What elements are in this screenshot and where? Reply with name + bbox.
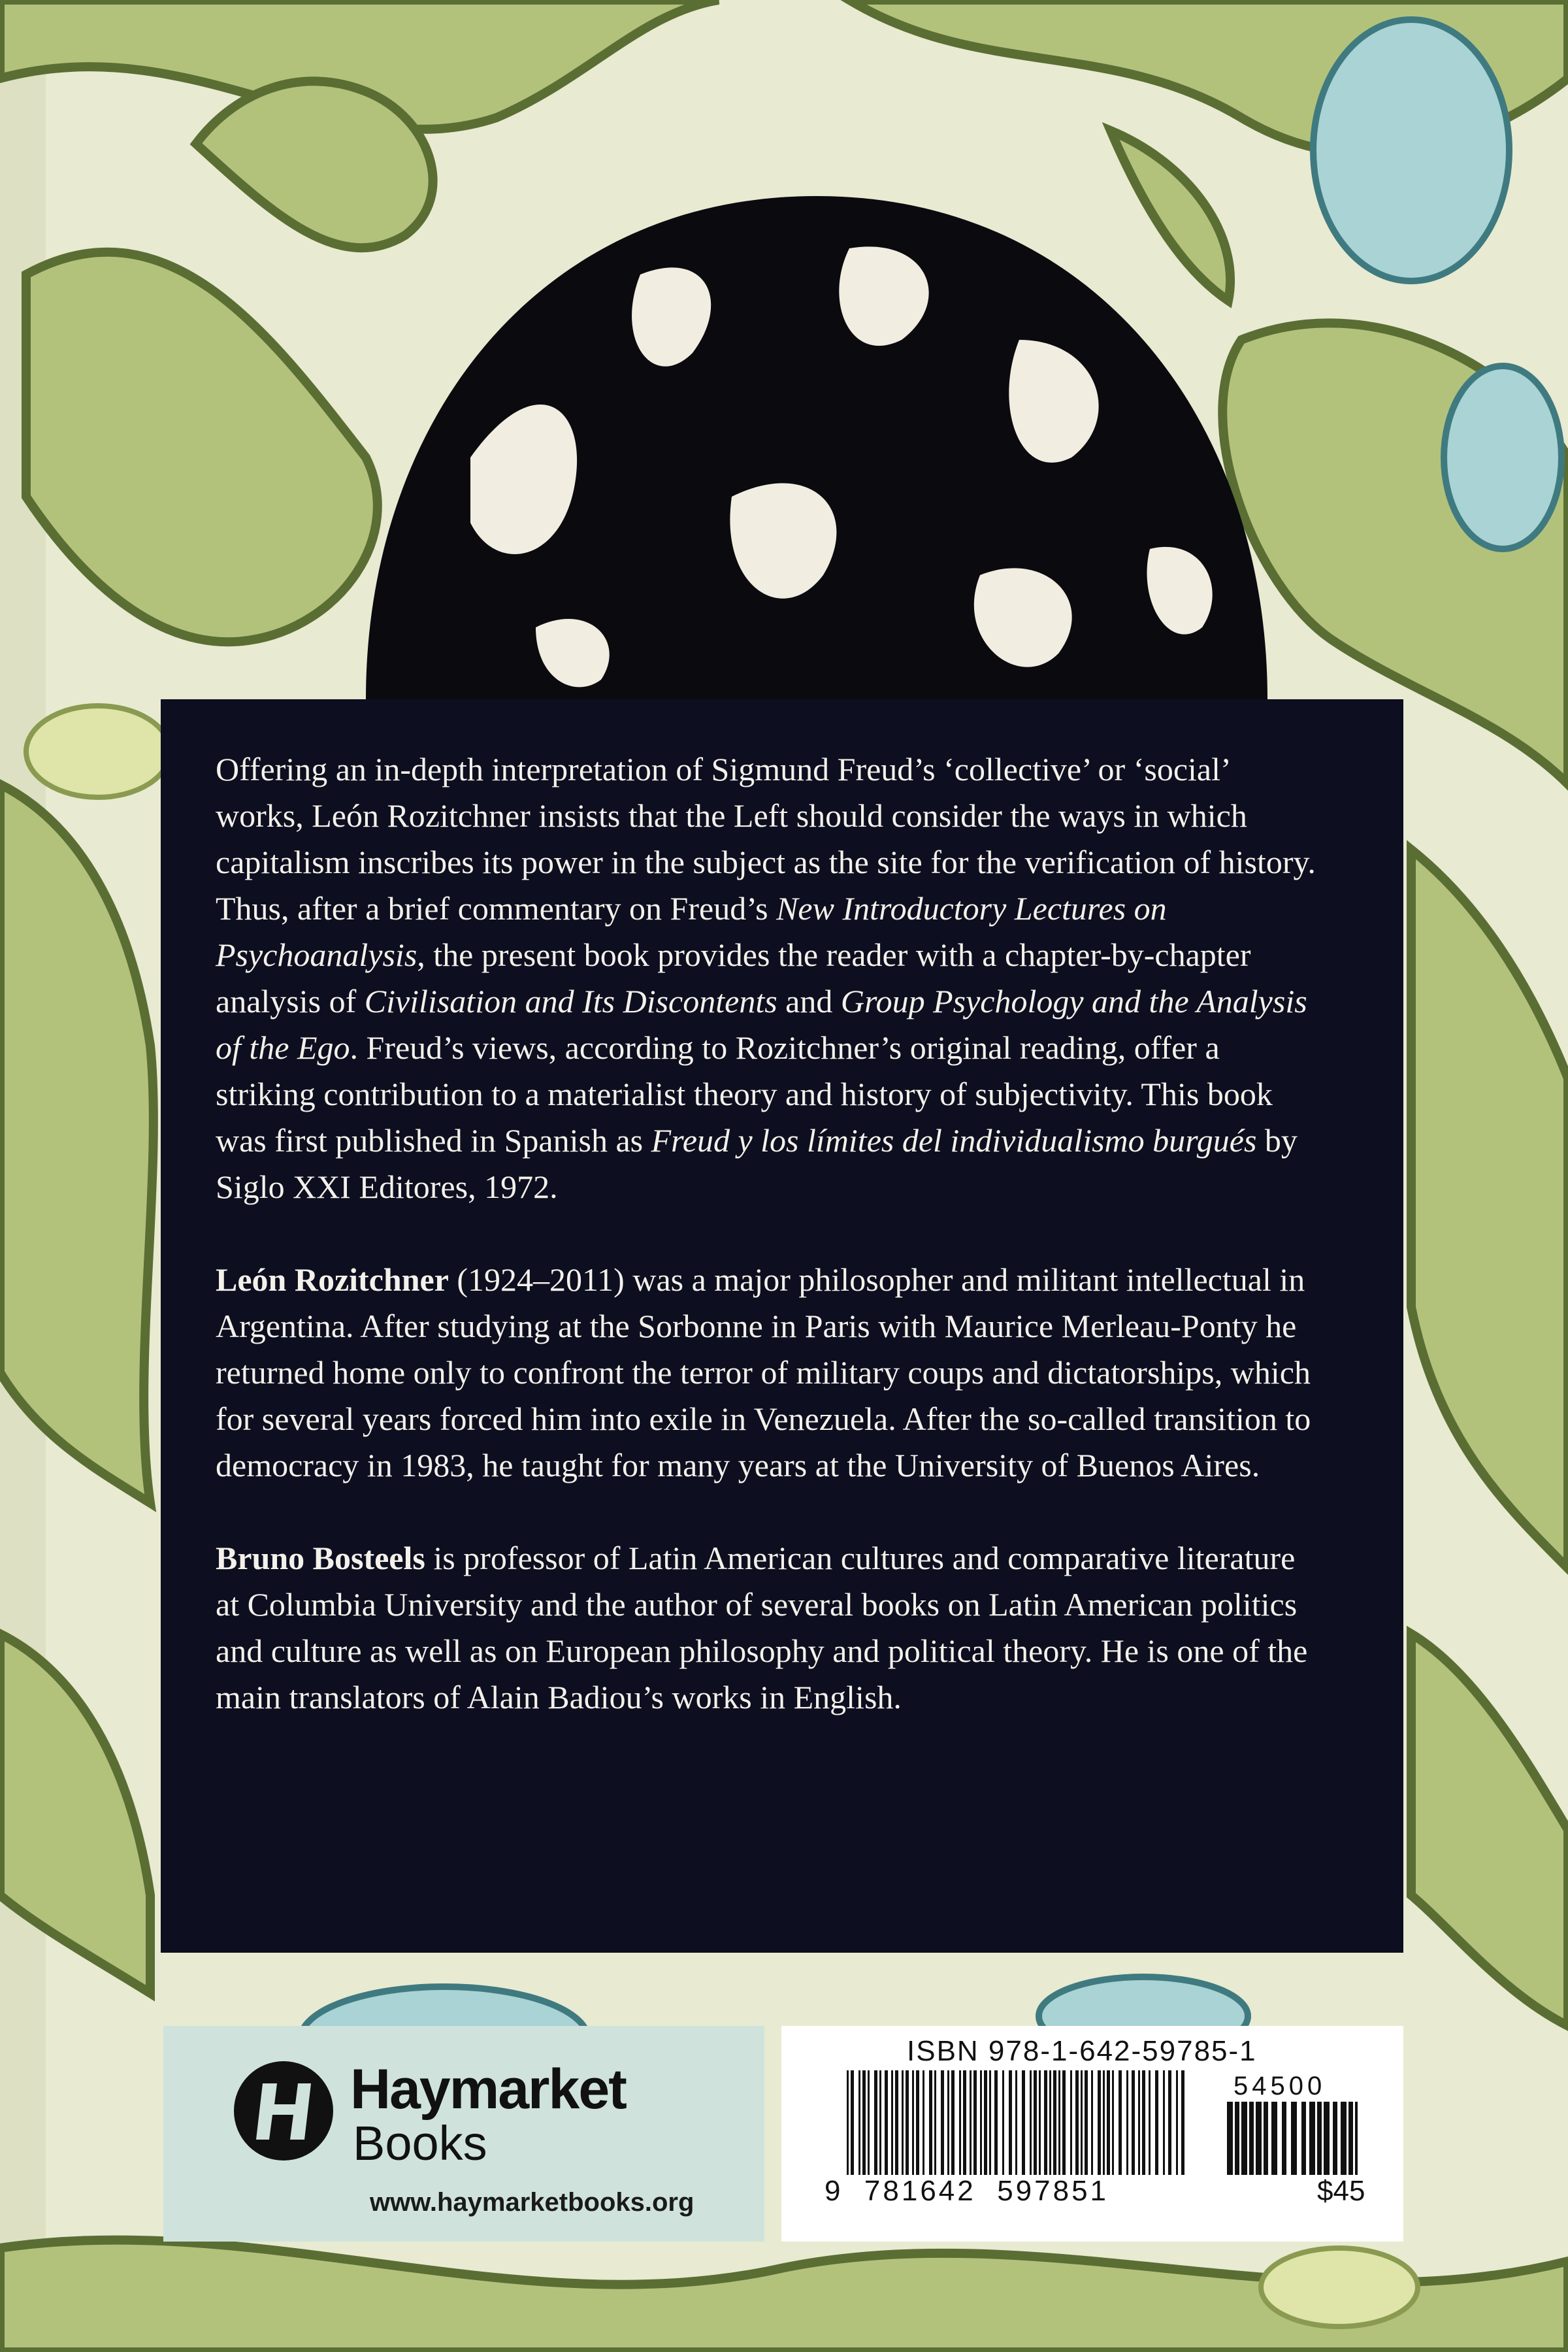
barcode-bar [1291, 2102, 1297, 2175]
description-panel [161, 699, 1403, 1953]
barcode-bar [1138, 2070, 1140, 2175]
price-label: $45 [1317, 2175, 1365, 2207]
italic-title: New Introductory Lectures on Psychoanalysis [216, 890, 1167, 973]
barcode-bar [1168, 2070, 1171, 2175]
barcode-bar [923, 2070, 924, 2175]
barcode-bar [862, 2070, 866, 2175]
barcode-bar [934, 2070, 936, 2175]
italic-title: Freud y los límites del individualismo burgués [651, 1122, 1257, 1159]
barcode-digits: 9 781642 597851 [825, 2175, 1109, 2207]
italic-title: Group Psychology and the Analysis of the Ego [216, 983, 1307, 1066]
barcode-bar [1241, 2102, 1247, 2175]
publisher-name: Haymarket [350, 2058, 626, 2121]
barcode-bar [1282, 2102, 1286, 2175]
barcode-bar [874, 2070, 877, 2175]
barcode-bar [1348, 2102, 1353, 2175]
barcode-bar [994, 2070, 998, 2175]
barcode-bar [1309, 2102, 1315, 2175]
barcode-bar [1142, 2070, 1145, 2175]
barcode-bar [1176, 2070, 1178, 2175]
text-run: Offering an in-depth interpretation of Sigmund Freud’s ‘collective’ or ‘social’ works, León Rozitchner insists that the Left should consider the ways in which capitalism inscribes its power in the subject as the site for the verification of history. Thus, after a brief commentary on Freud’s [216, 751, 1316, 927]
bold-name: Bruno Bosteels [216, 1540, 425, 1576]
barcode-bar [895, 2070, 898, 2175]
barcode-bar [1341, 2102, 1347, 2175]
barcode-bar [1126, 2070, 1128, 2175]
text-run: , the present book provides the reader with a chapter-by-chapter analysis of [216, 936, 1251, 1019]
barcode-bar [1098, 2070, 1101, 2175]
barcode-bar [1015, 2070, 1017, 2175]
author-bio [216, 1257, 1325, 1489]
barcode-bar [1002, 2070, 1004, 2175]
barcode-bar [902, 2070, 904, 2175]
text-run: (1924–2011) was a major philosopher and militant intellectual in Argentina. After studying at the Sorbonne in Paris with Maurice Merleau-Ponty he returned home only to confront the terror of military coups and dictatorships, which for several years forced him into exile in Venezuela. After the so-called transition to democracy in 1983, he taught for many years at the University of Buenos Aires. [216, 1261, 1311, 1483]
barcode-bar [1301, 2102, 1306, 2175]
ean-barcode [847, 2070, 1186, 2175]
barcode-bar [851, 2070, 854, 2175]
barcode-bar [941, 2070, 944, 2175]
barcode-bar [973, 2070, 977, 2175]
barcode-bar [1256, 2102, 1262, 2175]
barcode-bar [1091, 2070, 1093, 2175]
isbn-text: ISBN 978-1-642-59785-1 [907, 2035, 1257, 2067]
barcode-bar [1235, 2102, 1239, 2175]
price-addon-digits: 54500 [1233, 2072, 1326, 2100]
barcode-bar [1081, 2070, 1083, 2175]
barcode-bar [1333, 2102, 1337, 2175]
barcode-bar [1355, 2102, 1358, 2175]
addon-barcode [1227, 2102, 1358, 2175]
barcode-bar [912, 2070, 914, 2175]
barcode-bar [1085, 2070, 1088, 2175]
barcode-bar [1053, 2070, 1056, 2175]
barcode-bar [1271, 2102, 1277, 2175]
barcode-bar [916, 2070, 919, 2175]
barcode-bar [963, 2070, 966, 2175]
barcode-bar [1181, 2070, 1184, 2175]
barcode-bar [1039, 2070, 1041, 2175]
barcode-bar [1034, 2070, 1037, 2175]
barcode-bar [868, 2070, 870, 2175]
barcode-bar [1075, 2070, 1079, 2175]
barcode-bar [1058, 2070, 1060, 2175]
barcode-bar [1149, 2070, 1151, 2175]
barcode-bar [1249, 2102, 1254, 2175]
barcode-bar [1264, 2102, 1268, 2175]
barcode-bar [1112, 2070, 1114, 2175]
text-run: . Freud’s views, according to Rozitchner’s original reading, offer a striking contribution to a materialist theory and history of subjectivity. This book was first published in Spanish as [216, 1029, 1273, 1159]
barcode-bar [885, 2070, 888, 2175]
barcode-bar [891, 2070, 893, 2175]
barcode-bar [858, 2070, 860, 2175]
barcode-bar [1163, 2070, 1165, 2175]
barcode-bar [1009, 2070, 1012, 2175]
barcode-bar [1049, 2070, 1051, 2175]
text-run: by Siglo XXI Editores, 1972. [216, 1122, 1298, 1205]
barcode-bar [1062, 2070, 1066, 2175]
barcode-bar [959, 2070, 961, 2175]
barcode-bar [1132, 2070, 1135, 2175]
barcode-bar [847, 2070, 849, 2175]
barcode-bar [947, 2070, 949, 2175]
barcode-bar [1030, 2070, 1032, 2175]
text-run: is professor of Latin American cultures and comparative literature at Columbia University and the author of several books on Latin American politics and culture as well as on European philosophy and political theory. He is one of the main translators of Alain Badiou’s works in English. [216, 1540, 1308, 1715]
barcode-bar [1324, 2102, 1330, 2175]
barcode-bar [1155, 2070, 1158, 2175]
italic-title: Civilisation and Its Discontents [364, 983, 777, 1019]
barcode-bar [980, 2070, 982, 2175]
translator-bio [216, 1535, 1325, 1721]
barcode-bar [951, 2070, 955, 2175]
barcode-bar [1022, 2070, 1025, 2175]
barcode-bar [1227, 2102, 1233, 2175]
publisher-url: www.haymarketbooks.org [370, 2188, 694, 2217]
haymarket-h-logo-icon [231, 2059, 336, 2163]
barcode-bar [970, 2070, 972, 2175]
text-run: and [777, 983, 841, 1019]
publisher-subname: Books [353, 2116, 487, 2170]
barcode-bar [1119, 2070, 1122, 2175]
barcode-bar [906, 2070, 909, 2175]
barcode-bar [1103, 2070, 1105, 2175]
publisher-logo-block [163, 2026, 764, 2242]
barcode-bar [1070, 2070, 1072, 2175]
bold-name: León Rozitchner [216, 1261, 449, 1298]
book-description [216, 746, 1325, 1210]
barcode-bar [1044, 2070, 1047, 2175]
barcode-bar [989, 2070, 991, 2175]
barcode-bar [1317, 2102, 1322, 2175]
barcode-bar [929, 2070, 932, 2175]
barcode-bar [984, 2070, 987, 2175]
isbn-barcode-block [781, 2026, 1403, 2242]
barcode-bar [879, 2070, 881, 2175]
barcode-bar [1107, 2070, 1110, 2175]
